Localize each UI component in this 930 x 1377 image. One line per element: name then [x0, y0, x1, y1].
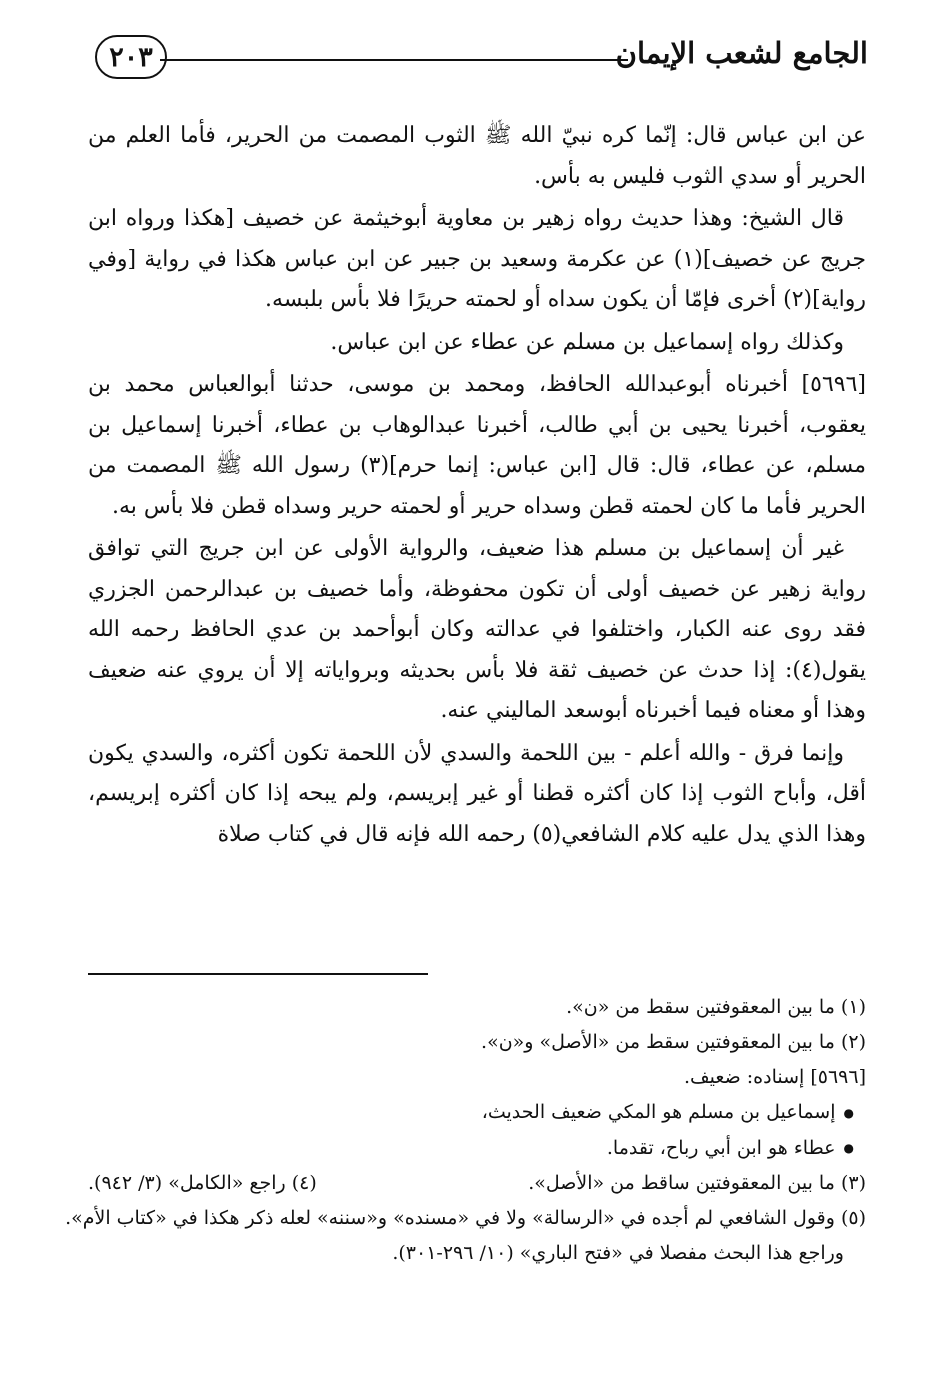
footnote-2: (٢) ما بين المعقوفتين سقط من «الأصل» و«ن».: [481, 1031, 866, 1053]
paragraph: وكذلك رواه إسماعيل بن مسلم عن عطاء عن ابن عباس.: [330, 329, 844, 355]
footnote-row: [88, 1166, 866, 1201]
page-header: [90, 30, 868, 90]
running-title: الجامع لشعب الإيمان: [615, 36, 868, 70]
isnad-note: [٥٦٩٦] إسناده: ضعيف.: [683, 1066, 866, 1088]
bullet-icon: ●: [843, 1105, 854, 1120]
paragraph: عن ابن عباس قال: إنّما كره نبيّ الله ﷺ الثوب المصمت من الحرير، فأما العلم من الحرير أو سدي الثوب فليس به بأس.: [88, 123, 866, 189]
footnotes: [65, 990, 866, 1271]
main-text: [88, 116, 866, 857]
paragraph: غير أن إسماعيل بن مسلم هذا ضعيف، والرواية الأولى عن ابن جريج التي توافق رواية زهير عن خصيف أولى أن تكون محفوظة، وأما خصيف بن عبدالرحمن الجزري فقد روى عنه الكبار، واختلفوا في عدالته وكان أبوأحمد بن عدي الحافظ رحمه الله يقول(٤): إذا حدث عن خصيف ثقة فلا بأس بحديثه وبرواياته إلا أن يروي عنه ضعيف وهذا أو معناه فيما أخبرناه أبوسعد الماليني عنه.: [88, 536, 866, 723]
paragraph: قال الشيخ: وهذا حديث رواه زهير بن معاوية أبوخيثمة عن خصيف [هكذا ورواه ابن جريج عن خصيف](١) عن عكرمة وسعيد بن جبير عن ابن عباس هكذا في رواية [وفي رواية](٢) أخرى فإمّا أن يكون سداه أو لحمته حريرًا فلا بأس بلبسه.: [88, 206, 866, 312]
isnad-bullets: [88, 1095, 866, 1166]
footnote-separator: [88, 973, 428, 975]
footnote-4: (٤) راجع «الكامل» (٣/ ٩٤٢).: [88, 1172, 317, 1194]
footnote-5: (٥) وقول الشافعي لم أجده في «الرسالة» ولا في «مسنده» و«سننه» لعله ذكر هكذا في «كتاب الأم».: [65, 1207, 866, 1229]
page-number: ٢٠٣: [95, 35, 167, 79]
bullet-item: ●عطاء هو ابن أبي رباح، تقدما.: [88, 1131, 854, 1167]
bullet-icon: ●: [843, 1141, 854, 1155]
paragraph: وإنما فرق - والله أعلم - بين اللحمة والسدي لأن اللحمة تكون أكثره، والسدي يكون أقل، وأباح الثوب إذا كان أكثره قطنا أو غير إبريسم، ولم يبحه إذا كان أكثره إبريسم، وهذا الذي يدل عليه كلام الشافعي(٥) رحمه الله فإنه قال في كتاب صلاة: [88, 740, 866, 847]
footnote-1: (١) ما بين المعقوفتين سقط من «ن».: [566, 996, 866, 1018]
header-rule: [160, 59, 628, 61]
hadith-paragraph: [٥٦٩٦] أخبرناه أبوعبدالله الحافظ، ومحمد بن موسى، حدثنا أبوالعباس محمد بن يعقوب، أخبرنا يحيى بن أبي طالب، أخبرنا عبدالوهاب بن عطاء، أخبرنا إسماعيل بن مسلم، عن عطاء، قال: قال [ابن عباس: إنما حرم](٣) رسول الله ﷺ المصمت من الحرير فأما ما كان لحمته قطن وسداه حرير أو لحمته حرير وسداه قطن فلا بأس به.: [88, 372, 866, 519]
footnote-5-continued: وراجع هذا البحث مفصلا في «فتح الباري» (١٠/ ٢٩٦-٣٠١).: [392, 1242, 844, 1264]
bullet-item: ●إسماعيل بن مسلم هو المكي ضعيف الحديث،: [88, 1095, 854, 1131]
footnote-3: (٣) ما بين المعقوفتين ساقط من «الأصل».: [528, 1172, 866, 1194]
